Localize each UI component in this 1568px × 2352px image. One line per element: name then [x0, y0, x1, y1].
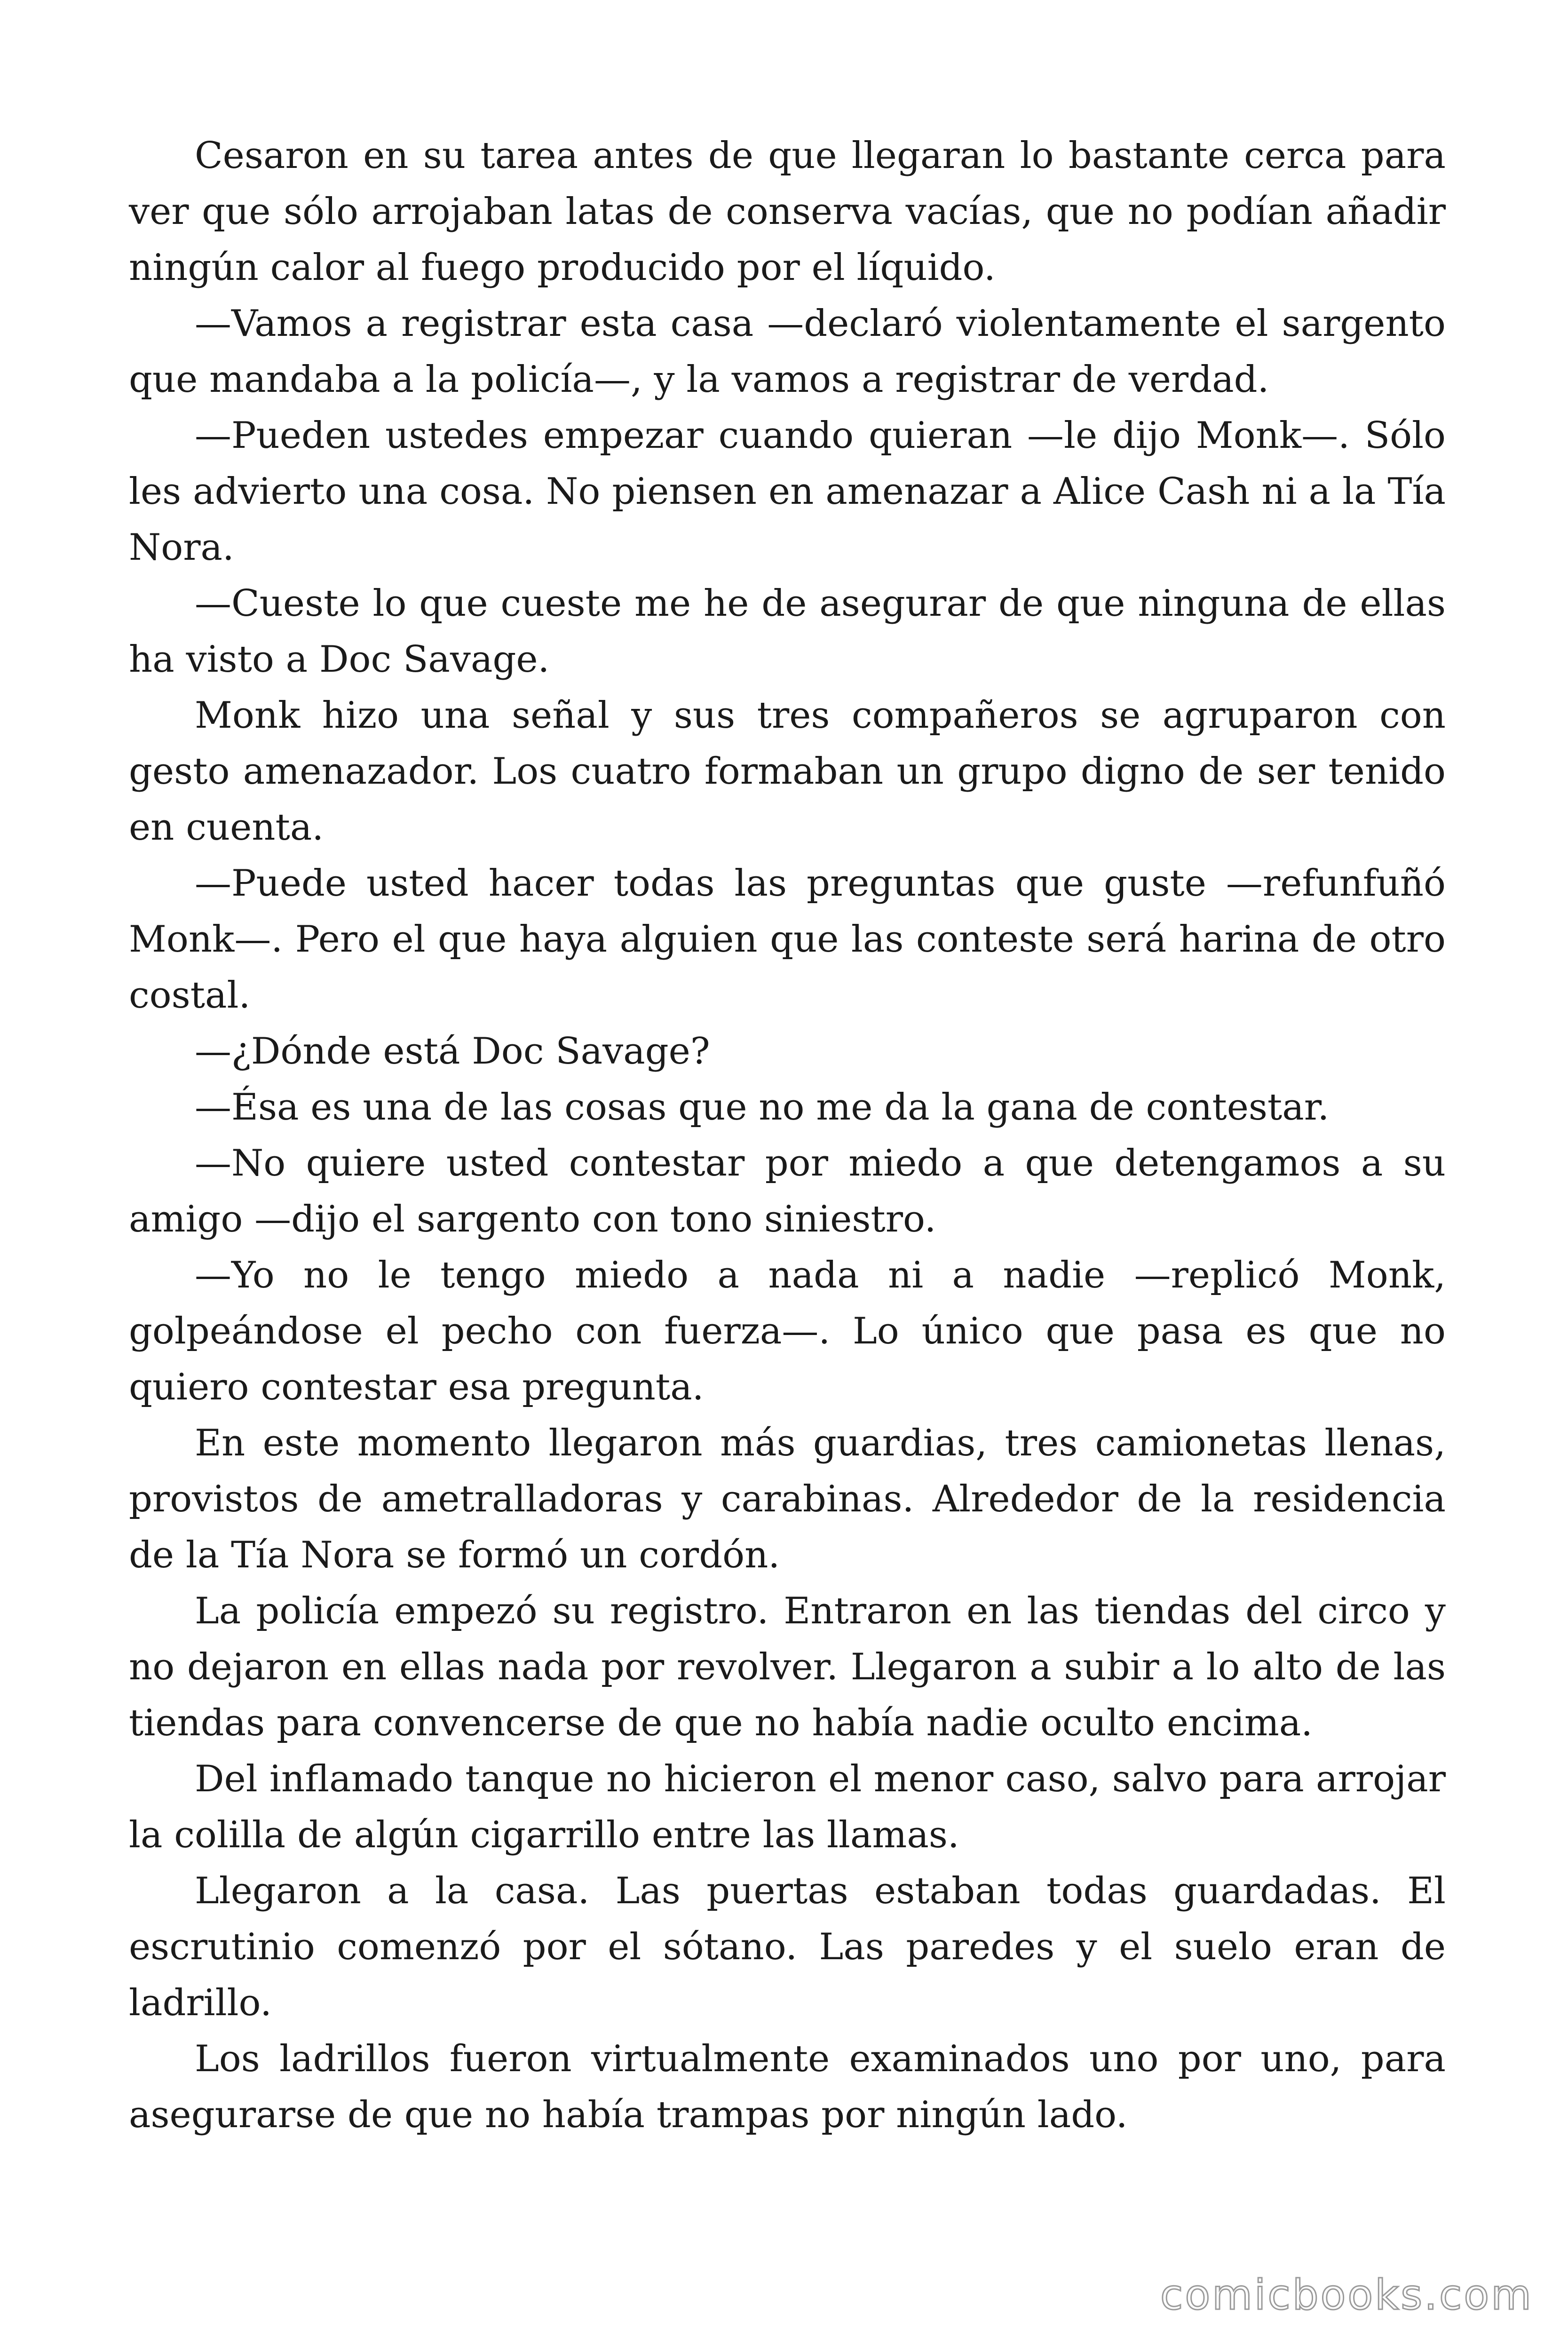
- paragraph-11: En este momento llegaron más guardias, tres camionetas llenas, provistos de ametralladoras y carabinas. Alrededor de la residencia de la Tía Nora se formó un cordón.: [129, 1422, 1446, 1576]
- paragraph-12: La policía empezó su registro. Entraron en las tiendas del circo y no dejaron en ellas nada por revolver. Llegaron a subir a lo alto de las tiendas para convencerse de que no había nadie oculto encima.: [129, 1590, 1446, 1744]
- paragraph-13: Del inflamado tanque no hicieron el menor caso, salvo para arrojar la colilla de algún cigarrillo entre las llamas.: [129, 1758, 1446, 1856]
- paragraph-15: Los ladrillos fueron virtualmente examinados uno por uno, para asegurarse de que no había trampas por ningún lado.: [129, 2038, 1446, 2136]
- paragraph-14: Llegaron a la casa. Las puertas estaban todas guardadas. El escrutinio comenzó por el sótano. Las paredes y el suelo eran de ladrillo.: [129, 1870, 1446, 2024]
- paragraph-9: —No quiere usted contestar por miedo a que detengamos a su amigo —dijo el sargento con tono siniestro.: [129, 1142, 1446, 1240]
- paragraph-2: —Vamos a registrar esta casa —declaró violentamente el sargento que mandaba a la policía—, y la vamos a registrar de verdad.: [129, 302, 1446, 401]
- paragraph-6: —Puede usted hacer todas las preguntas que guste —refunfuñó Monk—. Pero el que haya alguien que las conteste será harina de otro costal.: [129, 862, 1446, 1017]
- paragraph-7: —¿Dónde está Doc Savage?: [195, 1030, 710, 1073]
- watermark-logo: comicbooks.com: [1160, 2271, 1533, 2319]
- body-text: [129, 128, 1446, 2143]
- paragraph-5: Monk hizo una señal y sus tres compañeros se agruparon con gesto amenazador. Los cuatro formaban un grupo digno de ser tenido en cuenta.: [129, 694, 1446, 849]
- paragraph-4: —Cueste lo que cueste me he de asegurar de que ninguna de ellas ha visto a Doc Savage.: [129, 582, 1446, 681]
- paragraph-3: —Pueden ustedes empezar cuando quieran —le dijo Monk—. Sólo les advierto una cosa. No piensen en amenazar a Alice Cash ni a la Tía Nora.: [129, 414, 1446, 569]
- paragraph-10: —Yo no le tengo miedo a nada ni a nadie —replicó Monk, golpeándose el pecho con fuerza—. Lo único que pasa es que no quiero contestar esa pregunta.: [129, 1254, 1446, 1408]
- paragraph-1: Cesaron en su tarea antes de que llegaran lo bastante cerca para ver que sólo arrojaban latas de conserva vacías, que no podían añadir ningún calor al fuego producido por el líquido.: [129, 135, 1446, 289]
- paragraph-8: —Ésa es una de las cosas que no me da la gana de contestar.: [195, 1086, 1330, 1128]
